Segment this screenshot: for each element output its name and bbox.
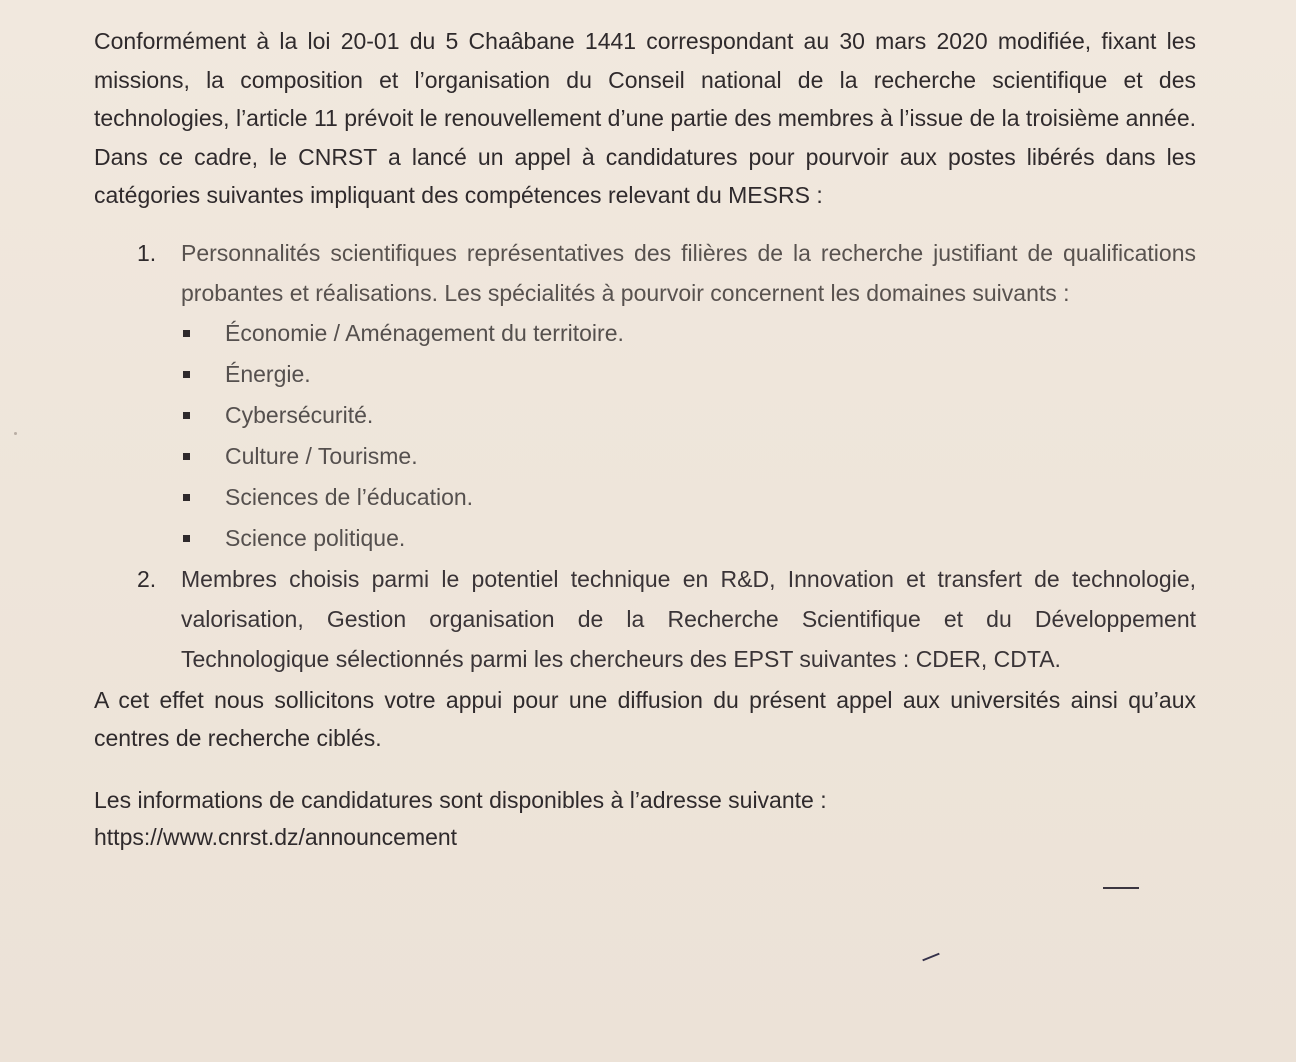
square-bullet-icon <box>183 330 190 337</box>
info-label: Les informations de candidatures sont disponibles à l’adresse suivante : <box>94 786 827 813</box>
category-text: Personnalités scientifiques représentatives des filières de la recherche justifiant de qualifications probantes et réalisations. Les spécialités à pourvoir concernent les domaines suivants : <box>181 239 1196 306</box>
letter-body <box>94 22 1196 856</box>
domain-item: Culture / Tourisme. <box>181 436 1196 477</box>
paper-speck <box>14 432 17 435</box>
domain-item: Économie / Aménagement du territoire. <box>181 313 1196 354</box>
request-paragraph: A cet effet nous sollicitons votre appui pour une diffusion du présent appel aux universités ainsi qu’aux centres de recherche ciblés. <box>94 686 1196 751</box>
domain-item: Sciences de l’éducation. <box>181 477 1196 518</box>
category-text: Membres choisis parmi le potentiel technique en R&D, Innovation et transfert de technologie, valorisation, Gestion organisation de la Recherche Scientifique et du Développement Technologique sélectionnés parmi les chercheurs des EPST suivantes : CDER, CDTA. <box>181 565 1196 672</box>
domains-list <box>181 313 1196 559</box>
announcement-url[interactable]: https://www.cnrst.dz/announcement <box>94 823 458 850</box>
domain-item: Énergie. <box>181 354 1196 395</box>
domain-item: Cybersécurité. <box>181 395 1196 436</box>
pen-mark <box>1103 887 1139 889</box>
category-number: 1. <box>137 239 157 266</box>
square-bullet-icon <box>183 535 190 542</box>
category-item-1 <box>94 233 1196 559</box>
square-bullet-icon <box>183 371 190 378</box>
category-number: 2. <box>137 565 157 592</box>
categories-list <box>94 233 1196 679</box>
domain-item: Science politique. <box>181 518 1196 559</box>
pen-mark <box>922 953 939 962</box>
category-item-2 <box>94 559 1196 679</box>
square-bullet-icon <box>183 412 190 419</box>
square-bullet-icon <box>183 494 190 501</box>
intro-paragraph: Conformément à la loi 20-01 du 5 Chaâbane 1441 correspondant au 30 mars 2020 modifiée, fixant les missions, la composition et l’organisation du Conseil national de la recherche scientifique et des technologies, l’article 11 prévoit le renouvellement d’une partie des membres à l’issue de la troisième année. Dans ce cadre, le CNRST a lancé un appel à candidatures pour pourvoir aux postes libérés dans les catégories suivantes impliquant des compétences relevant du MESRS : <box>94 28 1196 208</box>
square-bullet-icon <box>183 453 190 460</box>
